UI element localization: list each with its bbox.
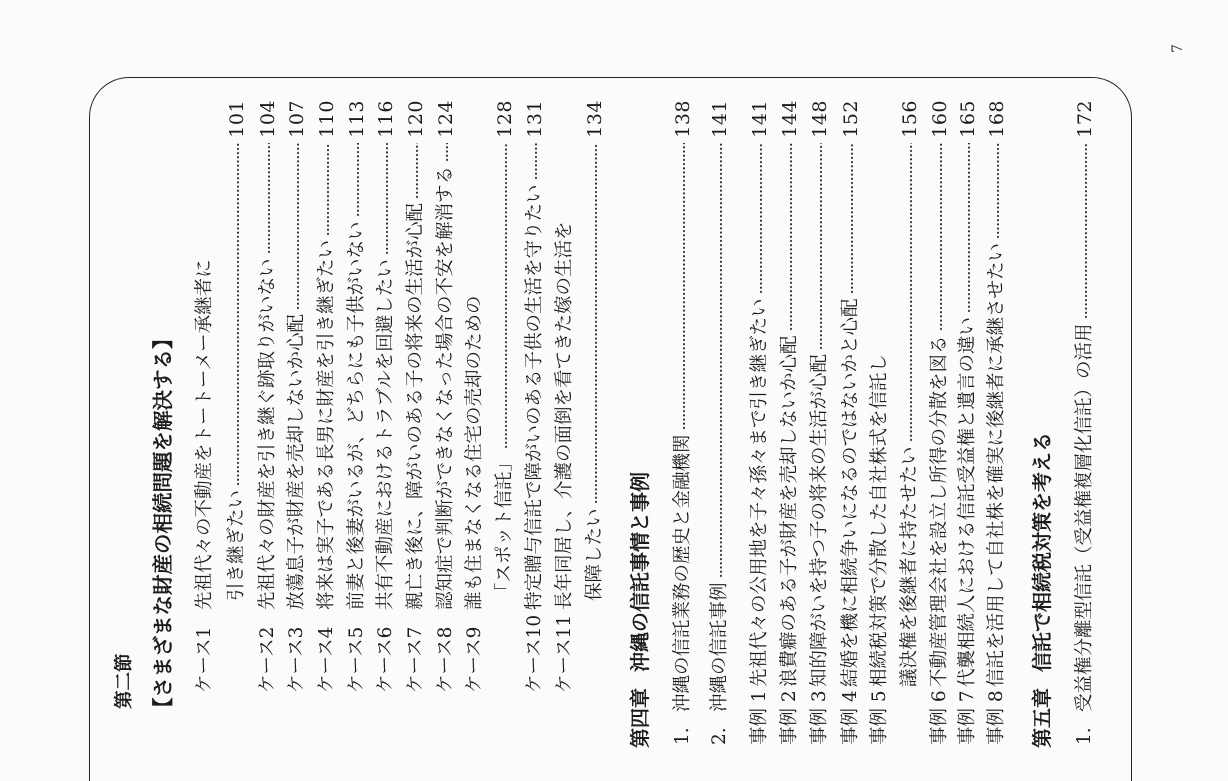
toc-entry-case-7 <box>405 0 427 781</box>
page-number: 116 <box>375 100 397 138</box>
page-number: 138 <box>672 100 694 138</box>
entry-title: 受益権分離型信託（受益権複層化信託）の活用 <box>1074 323 1095 712</box>
entry-title: 沖縄の信託事例 <box>709 582 730 712</box>
entry-body <box>226 100 248 601</box>
toc-entry-case-1-cont <box>226 0 248 781</box>
page-number: 141 <box>709 100 731 138</box>
toc-entry-case-2 <box>257 0 279 781</box>
entry-body <box>405 100 427 610</box>
item-number: 1. <box>672 727 693 745</box>
entry-title: 長年同居し、介護の面倒を看てきた嫁の生活を <box>554 221 575 610</box>
page-number: 134 <box>584 100 606 138</box>
toc-entry-ch4-item-1 <box>672 0 694 781</box>
entry-title: 信託を活用して自社株を確実に後継者に承継させたい <box>986 242 1007 687</box>
page-number: 168 <box>986 100 1008 138</box>
entry-body <box>749 100 771 687</box>
page-number: 104 <box>257 100 279 138</box>
case-label: ケース2 <box>257 626 278 693</box>
case-label: ケース7 <box>405 626 426 693</box>
dot-leader <box>809 143 831 350</box>
dot-leader <box>957 143 979 313</box>
section-heading-row <box>114 0 136 781</box>
page-number: 101 <box>226 100 248 138</box>
entry-body <box>840 100 862 687</box>
toc-entry-case-9-cont <box>494 0 516 781</box>
entry-body <box>257 100 279 610</box>
dot-leader <box>405 143 427 199</box>
page-number: 124 <box>435 100 457 138</box>
entry-title: 代襲相続人における信託受益権と遺言の違い <box>957 316 978 687</box>
toc-entry-case-11-cont <box>584 0 606 781</box>
entry-title: 相続税対策で分散した自社株式を信託し <box>869 353 890 687</box>
chapter-5-heading <box>1031 0 1053 781</box>
chapter-title: 沖縄の信託事情と事例 <box>628 472 652 672</box>
section-label: 第二節 <box>114 653 135 709</box>
entry-body <box>524 100 546 610</box>
dot-leader <box>257 143 279 255</box>
toc-entry-case-1 <box>194 0 216 781</box>
page-number: 141 <box>749 100 771 138</box>
page-number: 172 <box>1074 100 1096 138</box>
entry-title: 共有不動産におけるトラブルを回避したい <box>375 259 396 610</box>
toc-entry-example-7 <box>957 0 979 781</box>
dot-leader <box>524 143 546 181</box>
entry-body <box>986 100 1008 687</box>
page-number: 148 <box>809 100 831 138</box>
toc-entry-case-4 <box>316 0 338 781</box>
toc-entry-example-5-cont <box>899 0 921 781</box>
page-number: 120 <box>405 100 427 138</box>
dot-leader <box>749 143 771 295</box>
page-number: 113 <box>346 100 368 138</box>
page-number: 165 <box>957 100 979 138</box>
case-label: ケース1 <box>194 626 215 693</box>
entry-body <box>316 100 338 610</box>
page-number: 160 <box>929 100 951 138</box>
dot-leader <box>929 143 951 332</box>
page-number: 128 <box>494 100 516 138</box>
entry-body <box>494 100 516 601</box>
case-label: ケース5 <box>346 626 367 693</box>
entry-body <box>809 100 831 687</box>
toc-entry-example-5 <box>869 0 891 781</box>
entry-body <box>346 100 368 610</box>
entry-body <box>1074 100 1096 712</box>
toc-entry-ch5-item-1 <box>1074 0 1096 781</box>
item-number: 2. <box>709 727 730 745</box>
page-number: 110 <box>316 100 338 138</box>
case-label: ケース4 <box>316 626 337 693</box>
dot-leader <box>672 143 694 431</box>
case-label: ケース9 <box>464 626 485 693</box>
entry-title: 結婚を機に相続争いになるのではないかと心配 <box>840 298 861 687</box>
dot-leader <box>494 143 516 449</box>
case-label: ケース11 <box>554 614 575 693</box>
entry-body <box>779 100 801 687</box>
entry-title: 不動産管理会社を設立し所得の分散を図る <box>929 335 950 687</box>
dot-leader <box>375 143 397 255</box>
chapter-label: 第四章 <box>628 688 652 748</box>
dot-leader <box>1074 143 1096 320</box>
example-label: 事例 2 <box>779 690 800 745</box>
entry-title: 放蕩息子が財産を売却しないか心配 <box>286 313 307 610</box>
dot-leader <box>899 143 921 443</box>
dot-leader <box>226 143 248 486</box>
entry-title: 浪費癖のある子が財産を売却しないか心配 <box>779 335 800 687</box>
example-label: 事例 1 <box>749 690 770 745</box>
case-label: ケース6 <box>375 626 396 693</box>
toc-entry-case-10 <box>524 0 546 781</box>
section-title-row <box>152 0 174 781</box>
entry-title: 「スポット信託」 <box>494 452 515 601</box>
entry-title: 特定贈与信託で障がいのある子供の生活を守りたい <box>524 184 545 610</box>
entry-body <box>899 100 921 687</box>
dot-leader <box>840 143 862 295</box>
dot-leader <box>435 143 457 162</box>
entry-body <box>375 100 397 610</box>
entry-body <box>672 100 694 712</box>
toc-entry-example-8 <box>986 0 1008 781</box>
page-number: 152 <box>840 100 862 138</box>
toc-entry-example-1 <box>749 0 771 781</box>
entry-title: 先祖代々の公用地を子々孫々まで引き継ぎたい <box>749 298 770 687</box>
example-label: 事例 7 <box>957 690 978 745</box>
chapter-label: 第五章 <box>1030 688 1054 748</box>
entry-body <box>584 100 606 601</box>
entry-body <box>435 100 457 610</box>
dot-leader <box>346 143 368 218</box>
toc-entry-ch4-item-2 <box>709 0 731 781</box>
folio: 7 <box>1170 44 1186 53</box>
entry-title: 前妻と後妻がいるが、どちらにも子供がいない <box>346 221 367 610</box>
item-number: 1. <box>1074 727 1095 745</box>
entry-body <box>957 100 979 687</box>
chapter-4-heading <box>629 0 651 781</box>
toc-entry-case-8 <box>435 0 457 781</box>
dot-leader <box>986 143 1008 239</box>
entry-body <box>709 100 731 712</box>
dot-leader <box>286 143 308 310</box>
entry-title: 親亡き後に、障がいのある子の将来の生活が心配 <box>405 202 426 610</box>
toc-entry-case-11 <box>554 0 576 781</box>
page-number: 144 <box>779 100 801 138</box>
dot-leader <box>779 143 801 332</box>
entry-title: 知的障がいを持つ子の将来の生活が心配 <box>809 353 830 687</box>
dot-leader <box>584 143 606 505</box>
entry-title: 保障したい <box>584 508 605 601</box>
entry-title: 先祖代々の不動産をトートーメー承継者に <box>194 259 215 610</box>
entry-title: 議決権を後継者に持たせたい <box>899 446 920 687</box>
page-number: 131 <box>524 100 546 138</box>
entry-title: 将来は実子である長男に財産を引き継ぎたい <box>316 239 337 610</box>
toc-entry-case-6 <box>375 0 397 781</box>
entry-title: 先祖代々の財産を引き継ぐ跡取りがいない <box>257 258 278 610</box>
section-title: 【さまざまな財産の相続問題を解決する】 <box>151 328 175 718</box>
entry-title: 誰も住まなくなる住宅の売却のための <box>464 295 485 610</box>
toc-entry-case-5 <box>346 0 368 781</box>
entry-title: 引き継ぎたい <box>226 489 247 601</box>
entry-title: 認知症で判断ができなくなった場合の不安を解消する <box>435 165 456 610</box>
page-number: 156 <box>899 100 921 138</box>
entry-title: 沖縄の信託業務の歴史と金融機関 <box>672 434 693 712</box>
example-label: 事例 5 <box>869 690 890 745</box>
chapter-title: 信託で相続税対策を考える <box>1030 432 1054 672</box>
toc-entry-example-2 <box>779 0 801 781</box>
example-label: 事例 6 <box>929 690 950 745</box>
entry-body <box>929 100 951 687</box>
example-label: 事例 8 <box>986 690 1007 745</box>
entry-body <box>286 100 308 610</box>
page-number: 107 <box>286 100 308 138</box>
case-label: ケース8 <box>435 626 456 693</box>
dot-leader <box>316 143 338 236</box>
toc-entry-example-4 <box>840 0 862 781</box>
toc-entry-case-9 <box>464 0 486 781</box>
example-label: 事例 3 <box>809 690 830 745</box>
toc-entry-case-3 <box>286 0 308 781</box>
toc-entry-example-3 <box>809 0 831 781</box>
case-label: ケース10 <box>524 614 545 693</box>
case-label: ケース3 <box>286 626 307 693</box>
toc-entry-example-6 <box>929 0 951 781</box>
dot-leader <box>709 143 731 579</box>
example-label: 事例 4 <box>840 690 861 745</box>
